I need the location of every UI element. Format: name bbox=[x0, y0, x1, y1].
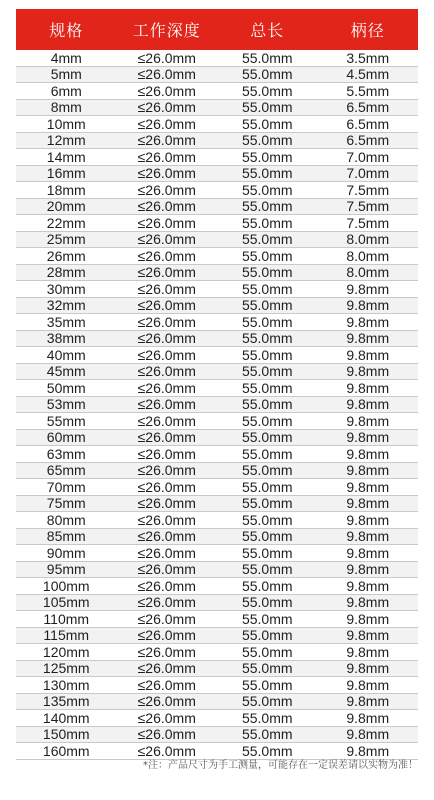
table-row bbox=[16, 347, 418, 364]
table-row bbox=[16, 281, 418, 298]
table-row bbox=[16, 446, 418, 463]
spec-cell: 5mm bbox=[50, 66, 82, 83]
working-depth-cell: ≤26.0mm bbox=[137, 280, 196, 297]
spec-cell: 16mm bbox=[46, 165, 86, 182]
spec-cell: 110mm bbox=[43, 610, 90, 627]
table-row bbox=[16, 677, 418, 694]
working-depth-cell: ≤26.0mm bbox=[137, 412, 196, 429]
working-depth-cell: ≤26.0mm bbox=[137, 132, 196, 149]
shank-diameter-cell: 9.8mm bbox=[346, 462, 390, 479]
working-depth-cell: ≤26.0mm bbox=[137, 577, 196, 594]
total-length-cell: 55.0mm bbox=[241, 231, 293, 248]
working-depth-cell: ≤26.0mm bbox=[137, 49, 196, 66]
spec-cell: 80mm bbox=[46, 511, 86, 528]
shank-diameter-cell: 9.8mm bbox=[346, 544, 390, 561]
working-depth-cell: ≤26.0mm bbox=[137, 610, 196, 627]
total-length-cell: 55.0mm bbox=[241, 247, 293, 264]
total-length-cell: 55.0mm bbox=[241, 511, 293, 528]
shank-diameter-cell: 9.8mm bbox=[346, 346, 390, 363]
spec-cell: 115mm bbox=[43, 627, 90, 644]
table-row bbox=[16, 199, 418, 216]
working-depth-cell: ≤26.0mm bbox=[137, 478, 196, 495]
column-header-shank-diameter: 柄径 bbox=[350, 21, 385, 40]
total-length-cell: 55.0mm bbox=[241, 412, 293, 429]
table-row bbox=[16, 413, 418, 430]
shank-diameter-cell: 9.8mm bbox=[346, 577, 390, 594]
working-depth-cell: ≤26.0mm bbox=[137, 346, 196, 363]
total-length-cell: 55.0mm bbox=[241, 181, 293, 198]
total-length-cell: 55.0mm bbox=[241, 610, 293, 627]
total-length-cell: 55.0mm bbox=[241, 577, 293, 594]
shank-diameter-cell: 8.0mm bbox=[346, 231, 390, 248]
measurement-disclaimer: *注：产品尺寸为手工测量，可能存在一定误差请以实物为准！ bbox=[143, 760, 418, 771]
working-depth-cell: ≤26.0mm bbox=[137, 594, 196, 611]
shank-diameter-cell: 9.8mm bbox=[346, 676, 390, 693]
shank-diameter-cell: 7.5mm bbox=[346, 214, 390, 231]
spec-cell: 53mm bbox=[46, 396, 86, 413]
total-length-cell: 55.0mm bbox=[241, 313, 293, 330]
total-length-cell: 55.0mm bbox=[241, 363, 293, 380]
working-depth-cell: ≤26.0mm bbox=[137, 66, 196, 83]
shank-diameter-cell: 9.8mm bbox=[346, 709, 390, 726]
table-row bbox=[16, 463, 418, 480]
spec-cell: 25mm bbox=[46, 231, 86, 248]
spec-cell: 35mm bbox=[46, 313, 86, 330]
shank-diameter-cell: 9.8mm bbox=[346, 478, 390, 495]
working-depth-cell: ≤26.0mm bbox=[137, 115, 196, 132]
spec-cell: 90mm bbox=[46, 544, 86, 561]
total-length-cell: 55.0mm bbox=[241, 280, 293, 297]
shank-diameter-cell: 9.8mm bbox=[346, 313, 390, 330]
working-depth-cell: ≤26.0mm bbox=[137, 528, 196, 545]
spec-cell: 75mm bbox=[46, 495, 86, 512]
shank-diameter-cell: 6.5mm bbox=[346, 132, 390, 149]
total-length-cell: 55.0mm bbox=[241, 346, 293, 363]
spec-cell: 6mm bbox=[50, 82, 82, 99]
spec-cell: 28mm bbox=[46, 264, 86, 281]
total-length-cell: 55.0mm bbox=[241, 528, 293, 545]
working-depth-cell: ≤26.0mm bbox=[137, 511, 196, 528]
shank-diameter-cell: 9.8mm bbox=[346, 511, 390, 528]
total-length-cell: 55.0mm bbox=[241, 495, 293, 512]
total-length-cell: 55.0mm bbox=[241, 478, 293, 495]
table-row bbox=[16, 628, 418, 645]
spec-cell: 55mm bbox=[46, 412, 86, 429]
shank-diameter-cell: 7.0mm bbox=[346, 165, 390, 182]
total-length-cell: 55.0mm bbox=[241, 396, 293, 413]
working-depth-cell: ≤26.0mm bbox=[137, 99, 196, 116]
table-row bbox=[16, 578, 418, 595]
table-row bbox=[16, 430, 418, 447]
table-row bbox=[16, 331, 418, 348]
shank-diameter-cell: 9.8mm bbox=[346, 643, 390, 660]
total-length-cell: 55.0mm bbox=[241, 82, 293, 99]
table-row bbox=[16, 380, 418, 397]
table-row bbox=[16, 611, 418, 628]
table-row bbox=[16, 314, 418, 331]
spec-cell: 63mm bbox=[46, 445, 86, 462]
working-depth-cell: ≤26.0mm bbox=[137, 709, 196, 726]
table-row bbox=[16, 83, 418, 100]
spec-cell: 100mm bbox=[42, 577, 90, 594]
table-row bbox=[16, 710, 418, 727]
table-row bbox=[16, 149, 418, 166]
total-length-cell: 55.0mm bbox=[241, 462, 293, 479]
table-row bbox=[16, 512, 418, 529]
working-depth-cell: ≤26.0mm bbox=[137, 214, 196, 231]
working-depth-cell: ≤26.0mm bbox=[137, 363, 196, 380]
shank-diameter-cell: 8.0mm bbox=[346, 247, 390, 264]
shank-diameter-cell: 9.8mm bbox=[346, 396, 390, 413]
table-row bbox=[16, 265, 418, 282]
shank-diameter-cell: 4.5mm bbox=[346, 66, 390, 83]
table-row bbox=[16, 545, 418, 562]
shank-diameter-cell: 9.8mm bbox=[346, 561, 390, 578]
total-length-cell: 55.0mm bbox=[241, 214, 293, 231]
working-depth-cell: ≤26.0mm bbox=[137, 643, 196, 660]
working-depth-cell: ≤26.0mm bbox=[137, 627, 196, 644]
total-length-cell: 55.0mm bbox=[241, 330, 293, 347]
spec-cell: 40mm bbox=[46, 346, 86, 363]
table-row bbox=[16, 562, 418, 579]
spec-cell: 26mm bbox=[46, 247, 86, 264]
shank-diameter-cell: 3.5mm bbox=[346, 49, 390, 66]
total-length-cell: 55.0mm bbox=[241, 49, 293, 66]
total-length-cell: 55.0mm bbox=[241, 148, 293, 165]
shank-diameter-cell: 9.8mm bbox=[346, 363, 390, 380]
total-length-cell: 55.0mm bbox=[241, 742, 293, 759]
spec-cell: 18mm bbox=[46, 181, 86, 198]
working-depth-cell: ≤26.0mm bbox=[137, 660, 196, 677]
working-depth-cell: ≤26.0mm bbox=[137, 165, 196, 182]
shank-diameter-cell: 6.5mm bbox=[346, 99, 390, 116]
table-row bbox=[16, 479, 418, 496]
working-depth-cell: ≤26.0mm bbox=[137, 742, 196, 759]
spec-cell: 45mm bbox=[46, 363, 86, 380]
shank-diameter-cell: 7.0mm bbox=[346, 148, 390, 165]
table-row bbox=[16, 496, 418, 513]
table-header bbox=[16, 9, 418, 50]
shank-diameter-cell: 9.8mm bbox=[346, 330, 390, 347]
working-depth-cell: ≤26.0mm bbox=[137, 82, 196, 99]
spec-cell: 8mm bbox=[50, 99, 82, 116]
total-length-cell: 55.0mm bbox=[241, 660, 293, 677]
shank-diameter-cell: 7.5mm bbox=[346, 198, 390, 215]
total-length-cell: 55.0mm bbox=[241, 115, 293, 132]
spec-cell: 160mm bbox=[42, 742, 90, 759]
working-depth-cell: ≤26.0mm bbox=[137, 297, 196, 314]
shank-diameter-cell: 6.5mm bbox=[346, 115, 390, 132]
total-length-cell: 55.0mm bbox=[241, 198, 293, 215]
table-row bbox=[16, 298, 418, 315]
table-row bbox=[16, 397, 418, 414]
shank-diameter-cell: 9.8mm bbox=[346, 379, 390, 396]
total-length-cell: 55.0mm bbox=[241, 676, 293, 693]
working-depth-cell: ≤26.0mm bbox=[137, 148, 196, 165]
working-depth-cell: ≤26.0mm bbox=[137, 561, 196, 578]
shank-diameter-cell: 9.8mm bbox=[346, 610, 390, 627]
table-row bbox=[16, 694, 418, 711]
table-row bbox=[16, 166, 418, 183]
table-row bbox=[16, 67, 418, 84]
table-row bbox=[16, 661, 418, 678]
total-length-cell: 55.0mm bbox=[241, 132, 293, 149]
spec-cell: 150mm bbox=[42, 726, 90, 743]
table-body bbox=[16, 50, 418, 760]
total-length-cell: 55.0mm bbox=[241, 544, 293, 561]
spec-cell: 60mm bbox=[46, 429, 86, 446]
working-depth-cell: ≤26.0mm bbox=[137, 264, 196, 281]
spec-cell: 38mm bbox=[46, 330, 86, 347]
table-row bbox=[16, 232, 418, 249]
working-depth-cell: ≤26.0mm bbox=[137, 445, 196, 462]
total-length-cell: 55.0mm bbox=[241, 297, 293, 314]
table-row bbox=[16, 595, 418, 612]
spec-cell: 32mm bbox=[46, 297, 86, 314]
working-depth-cell: ≤26.0mm bbox=[137, 396, 196, 413]
working-depth-cell: ≤26.0mm bbox=[137, 495, 196, 512]
spec-cell: 125mm bbox=[42, 660, 90, 677]
spec-table bbox=[16, 9, 418, 760]
working-depth-cell: ≤26.0mm bbox=[137, 313, 196, 330]
working-depth-cell: ≤26.0mm bbox=[137, 544, 196, 561]
working-depth-cell: ≤26.0mm bbox=[137, 181, 196, 198]
shank-diameter-cell: 9.8mm bbox=[346, 528, 390, 545]
shank-diameter-cell: 9.8mm bbox=[346, 660, 390, 677]
shank-diameter-cell: 9.8mm bbox=[346, 412, 390, 429]
column-header-working-depth: 工作深度 bbox=[132, 21, 201, 40]
total-length-cell: 55.0mm bbox=[241, 66, 293, 83]
spec-cell: 95mm bbox=[46, 561, 86, 578]
spec-cell: 105mm bbox=[42, 594, 90, 611]
total-length-cell: 55.0mm bbox=[241, 445, 293, 462]
total-length-cell: 55.0mm bbox=[241, 379, 293, 396]
working-depth-cell: ≤26.0mm bbox=[137, 379, 196, 396]
total-length-cell: 55.0mm bbox=[241, 561, 293, 578]
shank-diameter-cell: 9.8mm bbox=[346, 627, 390, 644]
total-length-cell: 55.0mm bbox=[241, 165, 293, 182]
table-row bbox=[16, 100, 418, 117]
total-length-cell: 55.0mm bbox=[241, 693, 293, 710]
working-depth-cell: ≤26.0mm bbox=[137, 462, 196, 479]
spec-cell: 85mm bbox=[46, 528, 86, 545]
shank-diameter-cell: 9.8mm bbox=[346, 742, 390, 759]
spec-cell: 22mm bbox=[46, 214, 86, 231]
table-row bbox=[16, 215, 418, 232]
table-row bbox=[16, 182, 418, 199]
total-length-cell: 55.0mm bbox=[241, 709, 293, 726]
shank-diameter-cell: 9.8mm bbox=[346, 726, 390, 743]
shank-diameter-cell: 8.0mm bbox=[346, 264, 390, 281]
total-length-cell: 55.0mm bbox=[241, 627, 293, 644]
column-header-total-length: 总长 bbox=[250, 21, 285, 40]
table-row bbox=[16, 529, 418, 546]
working-depth-cell: ≤26.0mm bbox=[137, 247, 196, 264]
spec-cell: 50mm bbox=[46, 379, 86, 396]
spec-cell: 30mm bbox=[46, 280, 86, 297]
working-depth-cell: ≤26.0mm bbox=[137, 726, 196, 743]
shank-diameter-cell: 9.8mm bbox=[346, 429, 390, 446]
spec-cell: 10mm bbox=[46, 115, 86, 132]
table-row bbox=[16, 727, 418, 744]
total-length-cell: 55.0mm bbox=[241, 594, 293, 611]
shank-diameter-cell: 9.8mm bbox=[346, 280, 390, 297]
shank-diameter-cell: 9.8mm bbox=[346, 495, 390, 512]
shank-diameter-cell: 5.5mm bbox=[346, 82, 390, 99]
table-row bbox=[16, 133, 418, 150]
working-depth-cell: ≤26.0mm bbox=[137, 330, 196, 347]
table-row bbox=[16, 50, 418, 67]
spec-cell: 65mm bbox=[46, 462, 86, 479]
total-length-cell: 55.0mm bbox=[241, 429, 293, 446]
spec-cell: 14mm bbox=[46, 148, 86, 165]
table-row bbox=[16, 116, 418, 133]
spec-cell: 20mm bbox=[46, 198, 86, 215]
table-row bbox=[16, 364, 418, 381]
total-length-cell: 55.0mm bbox=[241, 643, 293, 660]
total-length-cell: 55.0mm bbox=[241, 99, 293, 116]
column-header-spec: 规格 bbox=[49, 21, 84, 40]
spec-cell: 140mm bbox=[42, 709, 90, 726]
working-depth-cell: ≤26.0mm bbox=[137, 198, 196, 215]
spec-cell: 135mm bbox=[42, 693, 90, 710]
total-length-cell: 55.0mm bbox=[241, 726, 293, 743]
spec-cell: 70mm bbox=[46, 478, 86, 495]
spec-cell: 130mm bbox=[42, 676, 90, 693]
shank-diameter-cell: 9.8mm bbox=[346, 594, 390, 611]
table-row bbox=[16, 248, 418, 265]
working-depth-cell: ≤26.0mm bbox=[137, 429, 196, 446]
working-depth-cell: ≤26.0mm bbox=[137, 693, 196, 710]
working-depth-cell: ≤26.0mm bbox=[137, 231, 196, 248]
spec-cell: 12mm bbox=[46, 132, 86, 149]
spec-cell: 120mm bbox=[42, 643, 90, 660]
shank-diameter-cell: 9.8mm bbox=[346, 445, 390, 462]
working-depth-cell: ≤26.0mm bbox=[137, 676, 196, 693]
table-row bbox=[16, 644, 418, 661]
shank-diameter-cell: 7.5mm bbox=[346, 181, 390, 198]
spec-cell: 4mm bbox=[50, 49, 82, 66]
total-length-cell: 55.0mm bbox=[241, 264, 293, 281]
shank-diameter-cell: 9.8mm bbox=[346, 297, 390, 314]
shank-diameter-cell: 9.8mm bbox=[346, 693, 390, 710]
